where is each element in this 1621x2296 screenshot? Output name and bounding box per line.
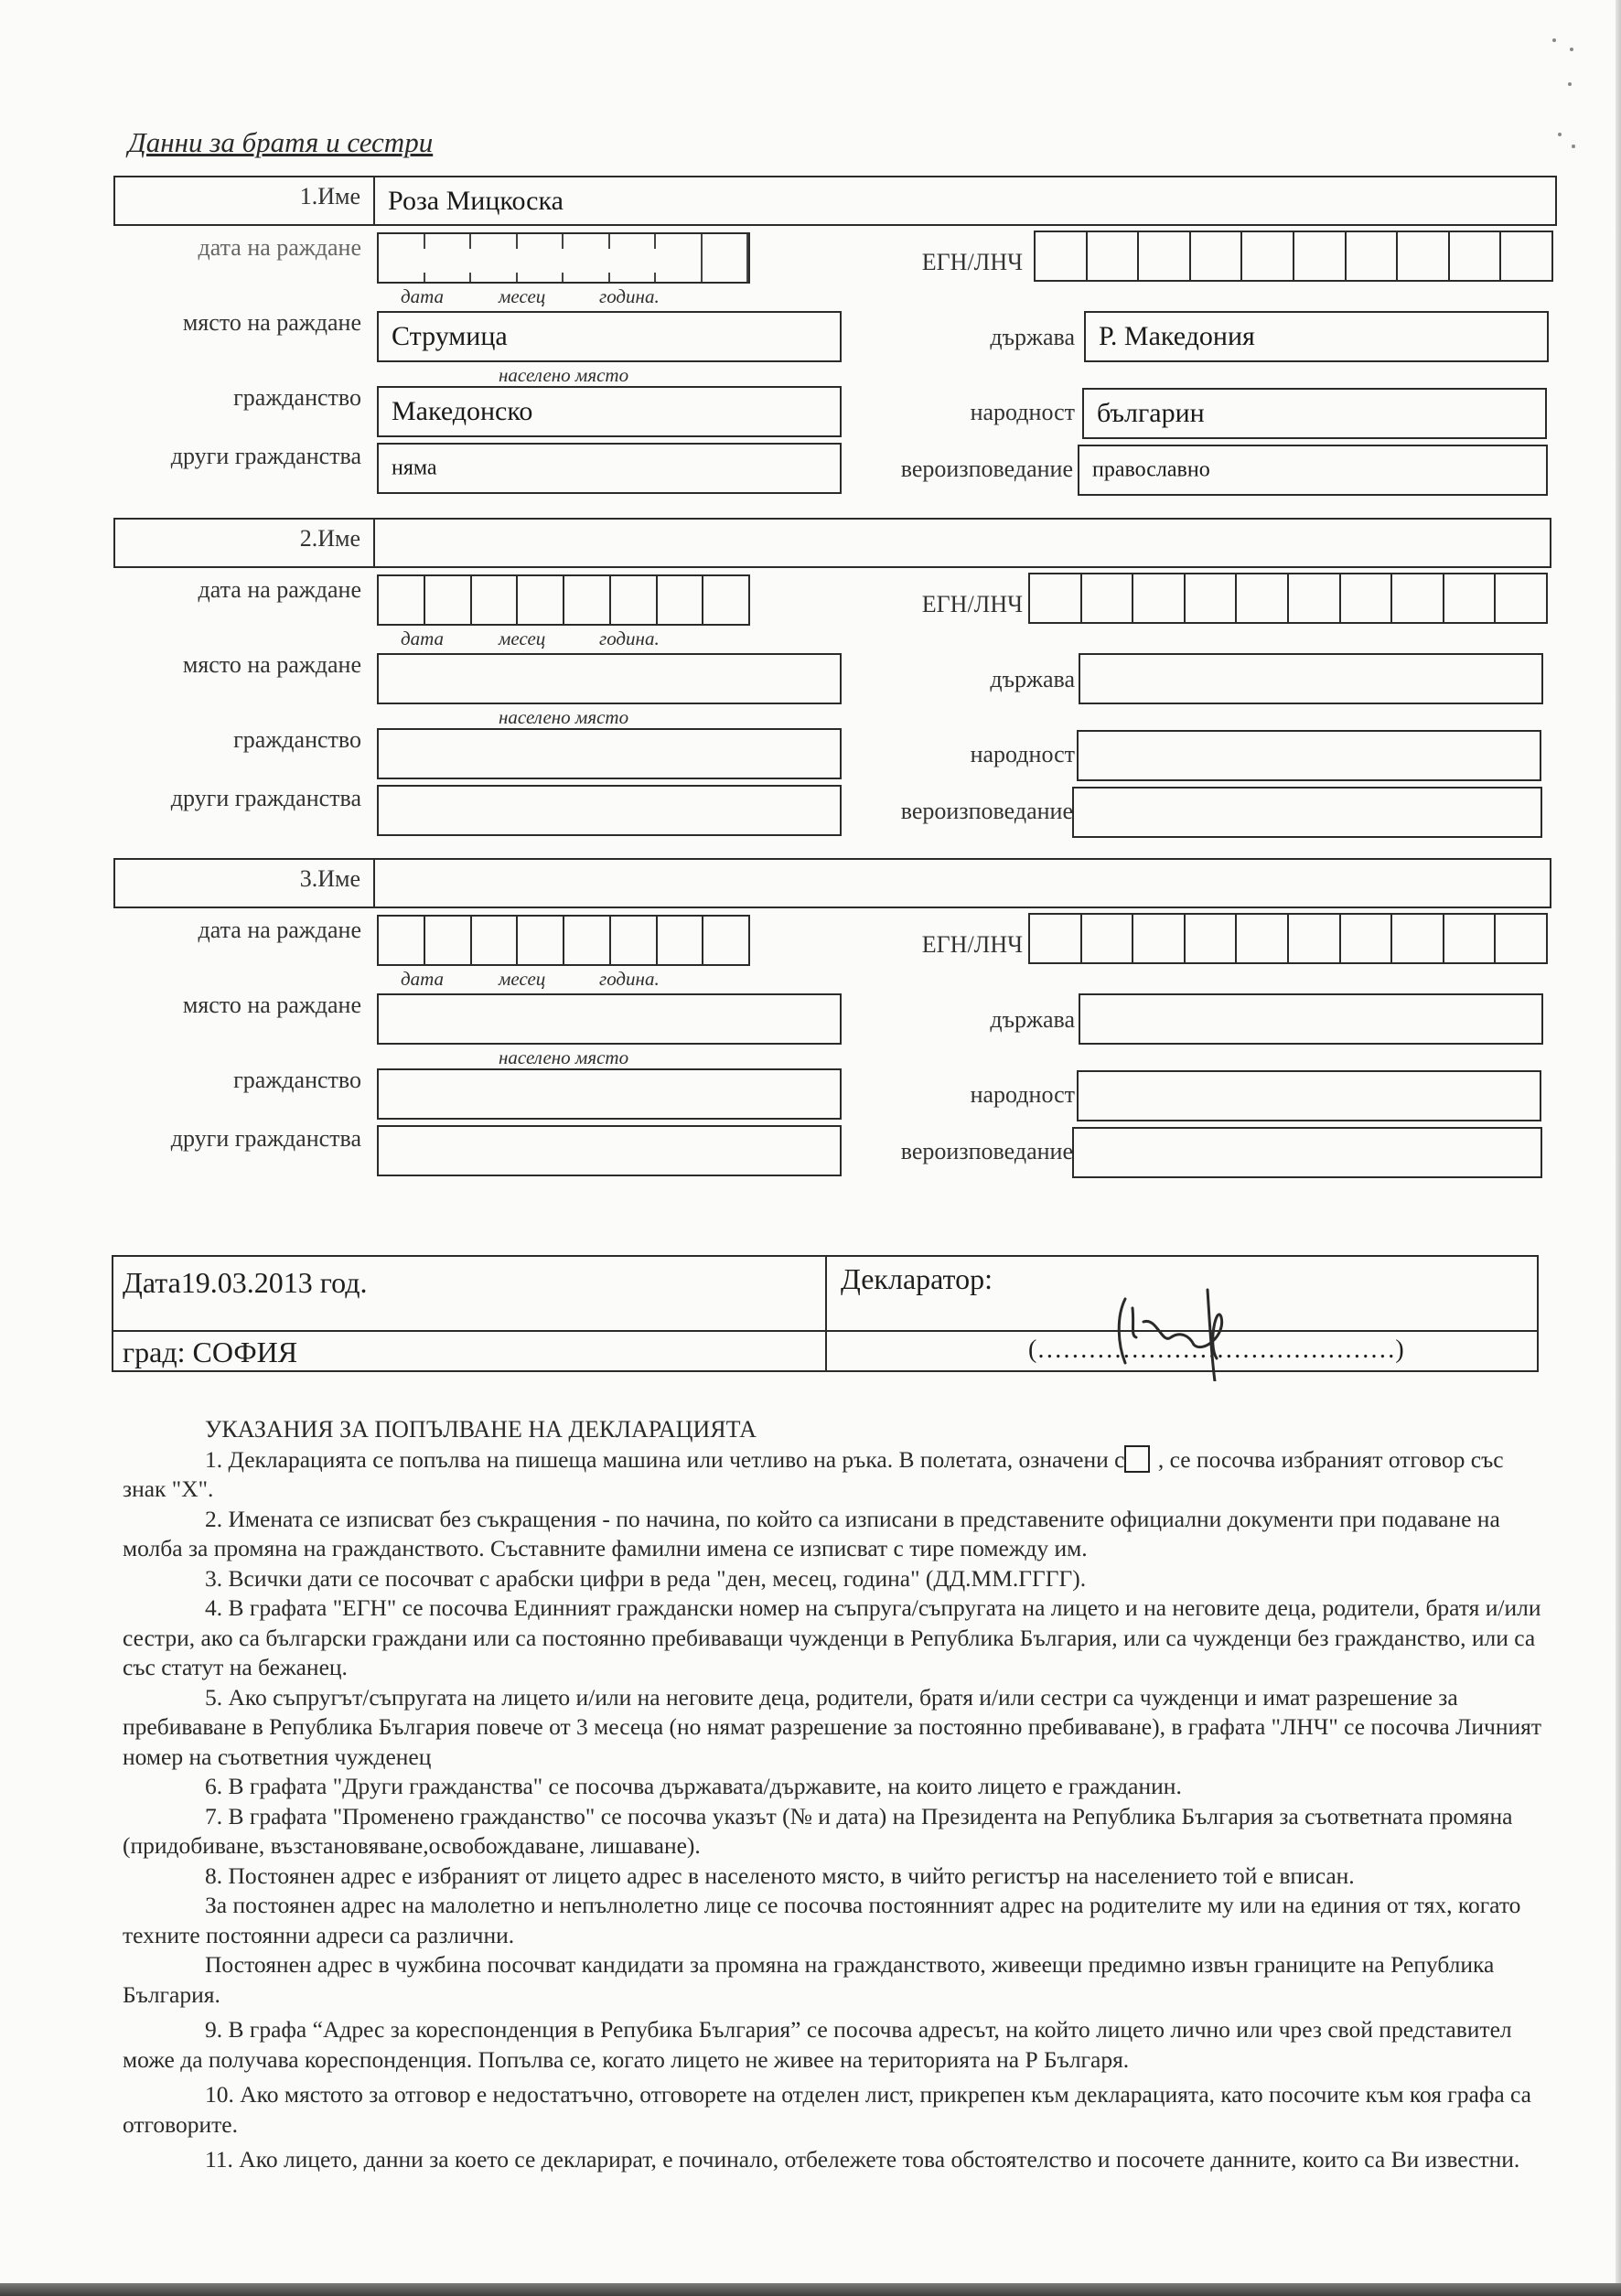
birth-place-label: място на раждане [182, 651, 361, 678]
citizenship-field[interactable] [377, 728, 842, 779]
scan-speck [1558, 133, 1562, 136]
instruction-paragraph: 3. Всички дати се посочват с арабски цифри в реда "ден, месец, година" (ДД.ММ.ГГГГ). [205, 1564, 1087, 1592]
sibling-number: 1. [299, 183, 318, 209]
birth-date-cell[interactable] [518, 576, 564, 624]
country-label: държава [990, 1006, 1075, 1033]
sibling-number: 2. [299, 525, 318, 552]
egn-cell[interactable] [1289, 915, 1341, 962]
hint-day: дата [401, 968, 445, 990]
country-field[interactable] [1084, 311, 1549, 362]
instruction-paragraph: За постоянен адрес на малолетно и непълнолетно лице се посочва постоянният адрес на родителите му или на единия от тях, когато техните постоянни адреси са различни. [123, 1892, 1521, 1948]
sibling-number: 3. [299, 865, 318, 892]
signature-scribble-icon [1107, 1281, 1308, 1381]
other-citizenships-label: други гражданства [170, 785, 361, 811]
divider-vertical [825, 1257, 827, 1370]
name-value: Роза Мицкоска [388, 185, 564, 216]
egn-cell[interactable] [1030, 574, 1082, 622]
country-label: държава [990, 324, 1075, 350]
egn-cell[interactable] [1237, 574, 1289, 622]
egn-cell[interactable] [1289, 574, 1341, 622]
date-suffix: год. [319, 1266, 368, 1299]
birth-date-cell[interactable] [425, 576, 472, 624]
instruction-list [123, 1505, 1550, 2175]
declaration-date [123, 1266, 367, 1300]
declaration-box [112, 1255, 1539, 1372]
birth-date-cell[interactable] [518, 917, 564, 964]
egn-cell[interactable] [1242, 232, 1294, 280]
hint-month: месец [499, 285, 546, 307]
name-field[interactable] [375, 860, 1550, 907]
other-citizenships-label: други гражданства [170, 1125, 361, 1152]
egn-cell[interactable] [1496, 915, 1546, 962]
birth-place-value: Струмица [392, 321, 508, 351]
scan-speck [1572, 145, 1575, 148]
birth-date-cell[interactable] [611, 917, 658, 964]
page-edge-right [1616, 0, 1621, 2283]
egn-cell[interactable] [1341, 915, 1393, 962]
sibling-name-row [113, 176, 1557, 226]
city-label: град: [123, 1336, 186, 1368]
egn-cell[interactable] [1191, 232, 1243, 280]
other-citizenships-value: няма [392, 456, 437, 480]
hint-place: населено място [499, 364, 629, 386]
instruction-item-1 [123, 1445, 1550, 1505]
birth-date-cell[interactable] [425, 917, 472, 964]
birth-date-cell[interactable] [658, 576, 704, 624]
signature-line[interactable]: (……………………………………) [1028, 1336, 1404, 1364]
egn-cell[interactable] [1088, 232, 1140, 280]
egn-label: ЕГН/ЛНЧ [921, 931, 1023, 958]
redaction-mask [386, 249, 693, 273]
name-label [115, 860, 375, 907]
hint-year: година. [599, 285, 660, 307]
country-field[interactable] [1079, 993, 1543, 1045]
instruction-paragraph: 10. Ако мястото за отговор е недостатъчно, отговорете на отделен лист, прикрепен към декларацията, като посочите към коя графа са отговорите. [123, 2081, 1532, 2138]
citizenship-field[interactable] [377, 386, 842, 437]
birth-date-cell[interactable] [564, 576, 611, 624]
citizenship-value: Македонско [392, 396, 533, 426]
instruction-paragraph: 4. В графата "ЕГН" се посочва Единният граждански номер на съпруга/съпругата на лицето и на неговите деца, родители, братя и/или сестри, ако са български граждани или са постоянно пребиваващи чужденци в Република България, или са чужденци без гражданство, или са със статут на бежанец. [123, 1594, 1541, 1680]
egn-cell[interactable] [1501, 232, 1551, 280]
nationality-field[interactable] [1077, 1070, 1541, 1121]
sibling-name-row [113, 518, 1551, 568]
nationality-label: народност [970, 741, 1075, 767]
divider-horizontal [113, 1330, 1537, 1332]
egn-cell[interactable] [1398, 232, 1450, 280]
name-label-text: Име [317, 183, 360, 209]
birth-date-field[interactable] [377, 915, 750, 966]
birth-date-cell[interactable] [658, 917, 704, 964]
citizenship-label: гражданство [233, 726, 361, 753]
citizenship-label: гражданство [233, 1067, 361, 1093]
nationality-label: народност [970, 1081, 1075, 1108]
egn-cell[interactable] [1341, 574, 1393, 622]
hint-place: населено място [499, 706, 629, 728]
birth-place-field[interactable] [377, 653, 842, 704]
egn-field[interactable] [1028, 913, 1548, 964]
birth-date-cell[interactable] [703, 917, 748, 964]
sibling-name-row [113, 858, 1551, 908]
nationality-value: българин [1097, 398, 1205, 428]
egn-cell[interactable] [1237, 915, 1289, 962]
name-field[interactable] [375, 520, 1550, 566]
date-value[interactable]: 19.03.2013 [180, 1266, 313, 1299]
instruction-paragraph: 2. Имената се изписват без съкращения - по начина, по който са изписани в представените официални документи при подаване на молба за промяна на гражданството. Съставните фамилни имена се изписват с тире помежду им. [123, 1505, 1500, 1561]
name-label-text: Име [317, 865, 360, 892]
instructions [123, 1415, 1550, 2175]
birth-date-label: дата на раждане [198, 234, 361, 261]
nationality-field[interactable] [1077, 730, 1541, 781]
birth-date-cell[interactable] [703, 576, 748, 624]
instructions-heading: УКАЗАНИЯ ЗА ПОПЪЛВАНЕ НА ДЕКЛАРАЦИЯТА [205, 1416, 757, 1443]
instruction-paragraph: 9. В графа “Адрес за кореспонденция в Репубика България” се посочва адресът, на който лицето лично или чрез свой представител може да получава кореспонденция. Попълва се, когато лицето не живее на територията на Р Българя. [123, 2016, 1512, 2073]
hint-place: населено място [499, 1046, 629, 1068]
name-label-text: Име [317, 525, 360, 552]
hint-year: година. [599, 628, 660, 649]
instruction-paragraph: 11. Ако лицето, данни за което се декларират, е починало, отбележете това обстоятелство и посочете данните, които са Ви известни. [205, 2146, 1520, 2173]
egn-cell[interactable] [1392, 915, 1444, 962]
egn-cell[interactable] [1444, 574, 1497, 622]
egn-cell[interactable] [1294, 232, 1347, 280]
egn-cell[interactable] [1444, 915, 1497, 962]
instruction-item-1-text: 1. Декларацията се попълва на пишеща машина или четливо на ръка. В полетата, означени с [205, 1445, 1125, 1473]
birth-date-cell[interactable] [379, 576, 425, 624]
declarant-label: Декларатор: [841, 1262, 993, 1295]
checkbox-icon [1124, 1445, 1150, 1473]
birth-date-cell[interactable] [564, 917, 611, 964]
egn-cell[interactable] [1392, 574, 1444, 622]
birth-date-cell[interactable] [703, 234, 749, 282]
egn-cell[interactable] [1133, 915, 1186, 962]
instruction-paragraph: 8. Постоянен адрес е избраният от лицето адрес в населеното място, в чийто регистър на населението той е вписан. [205, 1861, 1355, 1889]
other-citizenships-field[interactable] [377, 443, 842, 494]
name-field[interactable] [375, 177, 1555, 224]
birth-place-field[interactable] [377, 993, 842, 1045]
citizenship-field[interactable] [377, 1068, 842, 1120]
egn-cell[interactable] [1030, 915, 1082, 962]
instruction-paragraph: 7. В графата "Променено гражданство" се посочва указът (№ и дата) на Президента на Република България за съответната промяна (придобиване, възстановяване,освобождаване, лишаване). [123, 1802, 1513, 1859]
egn-label: ЕГН/ЛНЧ [921, 591, 1023, 617]
birth-date-cell[interactable] [472, 917, 519, 964]
other-citizenships-label: други гражданства [170, 443, 361, 469]
egn-cell[interactable] [1139, 232, 1191, 280]
religion-value: православно [1092, 457, 1210, 482]
instruction-paragraph: Постоянен адрес в чужбина посочват кандидати за промяна на гражданството, живеещи предимно извън границите на Република България. [123, 1951, 1495, 2008]
other-citizenships-field[interactable] [377, 1125, 842, 1176]
instruction-item-1-text-cont: , се посочва избраният отговор със знак "X". [123, 1445, 1504, 1502]
declaration-city [123, 1336, 297, 1369]
citizenship-label: гражданство [233, 384, 361, 411]
egn-cell[interactable] [1082, 574, 1134, 622]
egn-cell[interactable] [1496, 574, 1546, 622]
birth-place-label: място на раждане [182, 992, 361, 1018]
egn-field[interactable] [1034, 231, 1553, 282]
religion-label: вероизповедание [900, 456, 1073, 482]
hint-day: дата [401, 285, 445, 307]
birth-date-field[interactable] [377, 574, 750, 626]
birth-date-cell[interactable] [611, 576, 658, 624]
date-label: Дата [123, 1266, 181, 1299]
religion-field[interactable] [1072, 787, 1542, 838]
egn-field[interactable] [1028, 573, 1548, 624]
hint-year: година. [599, 968, 660, 990]
section-title: Данни за братя и сестри [128, 126, 434, 158]
birth-date-cell[interactable] [472, 576, 519, 624]
religion-field[interactable] [1078, 445, 1548, 496]
city-value[interactable]: СОФИЯ [192, 1336, 298, 1368]
name-label [115, 177, 375, 224]
country-field[interactable] [1079, 653, 1543, 704]
egn-cell[interactable] [1186, 915, 1238, 962]
birth-date-label: дата на раждане [198, 917, 361, 943]
birth-date-field[interactable] [377, 232, 750, 284]
scan-speck [1552, 38, 1556, 42]
egn-cell[interactable] [1082, 915, 1134, 962]
nationality-field[interactable] [1082, 388, 1547, 439]
hint-month: месец [499, 968, 546, 990]
religion-label: вероизповедание [900, 798, 1073, 824]
country-label: държава [990, 666, 1075, 692]
egn-label: ЕГН/ЛНЧ [921, 249, 1023, 275]
scan-speck [1570, 48, 1573, 51]
egn-cell[interactable] [1036, 232, 1088, 280]
hint-day: дата [401, 628, 445, 649]
egn-cell[interactable] [1133, 574, 1186, 622]
scan-speck [1568, 82, 1572, 86]
instruction-paragraph: 5. Ако съпругът/съпругата на лицето и/или на неговите деца, родители, братя и/или сестри са чужденци и имат разрешение за пребиваване в Република България повече от 3 месеца (но нямат разрешение за постоянно пребиваване), в графата "ЛНЧ" се посочва Личният номер на съответния чужденец [123, 1683, 1542, 1770]
hint-month: месец [499, 628, 546, 649]
nationality-label: народност [970, 399, 1075, 425]
egn-cell[interactable] [1347, 232, 1399, 280]
birth-date-label: дата на раждане [198, 576, 361, 603]
name-label [115, 520, 375, 566]
country-value: Р. Македония [1099, 321, 1255, 351]
egn-cell[interactable] [1450, 232, 1502, 280]
religion-label: вероизповедание [900, 1138, 1073, 1164]
birth-place-field[interactable] [377, 311, 842, 362]
birth-place-label: място на раждане [182, 309, 361, 336]
other-citizenships-field[interactable] [377, 785, 842, 836]
religion-field[interactable] [1072, 1127, 1542, 1178]
birth-date-cell[interactable] [379, 917, 425, 964]
egn-cell[interactable] [1186, 574, 1238, 622]
instruction-paragraph: 6. В графата "Други гражданства" се посочва държавата/държавите, на които лицето е гражданин. [205, 1773, 1182, 1799]
page-edge-bottom [0, 2283, 1621, 2296]
